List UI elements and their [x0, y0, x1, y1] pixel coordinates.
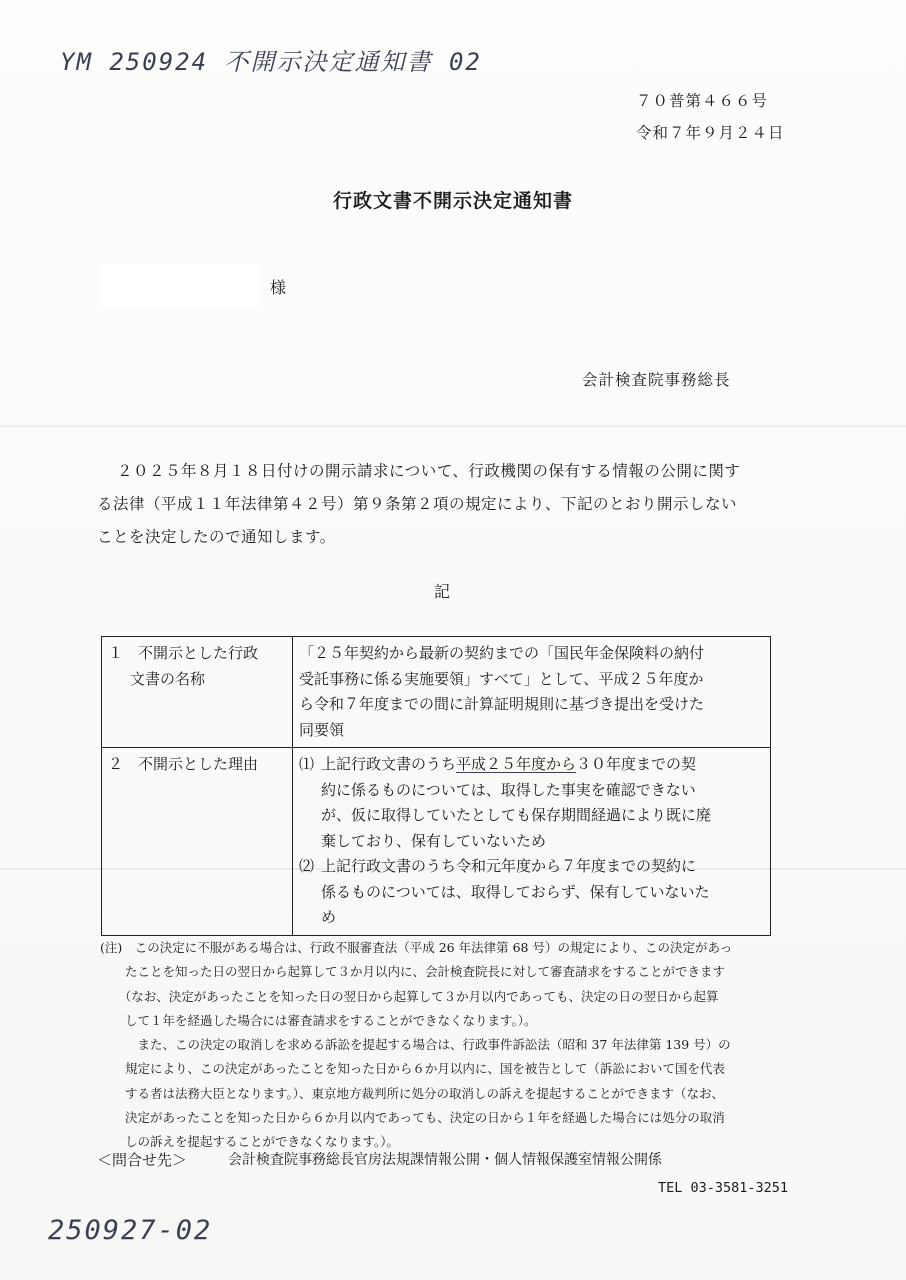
- note-line: (注) この決定に不服がある場合は、行政不服審査法（平成 26 年法律第 68 号）の規定により、この決定があっ: [100, 940, 733, 955]
- row1-content-line: ら令和７年度までの間に計算証明規則に基づき提出を受けた: [299, 695, 705, 713]
- body-line: ことを決定したので通知します。: [97, 528, 336, 546]
- note-line: 規定により、この決定があったことを知った日から６か月以内に、国を被告として（訴訟において国を代表: [100, 1061, 725, 1077]
- body-line: る法律（平成１１年法律第４２号）第９条第２項の規定により、下記のとおり開示しない: [97, 495, 738, 513]
- handwritten-top-note: YM 250924 不開示決定通知書 02: [60, 48, 482, 76]
- reason-item-2: [299, 854, 764, 931]
- note-line: しの訴えを提起することができなくなります。）。: [100, 1134, 400, 1150]
- table-row: [102, 748, 771, 936]
- row1-label-line: 文書の名称: [130, 669, 206, 688]
- row2-label-cell: [102, 748, 293, 936]
- row2-content-cell: [293, 748, 771, 936]
- reason-item-1: [299, 752, 764, 854]
- row1-content-cell: [293, 637, 771, 748]
- reason-text: め: [321, 908, 337, 926]
- reason-text: 棄しており、保有していないため: [321, 831, 547, 850]
- reason-item-number: ⑵: [299, 857, 315, 875]
- contact-label: ＜問合せ先＞: [97, 1151, 188, 1169]
- note-line: たことを知った日の翌日から起算して３か月以内に、会計検査院長に対して審査請求をすることができます: [100, 964, 726, 980]
- record-table: [101, 636, 771, 936]
- row1-label-line: １ 不開示とした行政: [108, 644, 259, 662]
- body-paragraph: [97, 455, 787, 554]
- document-number: ７０普第４６６号: [636, 92, 769, 110]
- addressee-honorific: 様: [270, 278, 287, 297]
- underlined-text: 平成２５年度から: [456, 755, 577, 773]
- notes-section: [100, 936, 800, 1155]
- reason-text: 約に係るものについては、取得した事実を確認できない: [321, 780, 696, 799]
- ki-heading: 記: [434, 582, 451, 601]
- contact-office: 会計検査院事務総長官房法規課情報公開・個人情報保護室情報公開係: [228, 1152, 662, 1168]
- redacted-addressee: [102, 263, 260, 309]
- row2-label: ２ 不開示とした理由: [108, 755, 259, 773]
- page-title: 行政文書不開示決定通知書: [332, 190, 573, 212]
- note-line: して１年を経過した場合には審査請求をすることができなくなります。）。: [100, 1012, 537, 1028]
- row1-label-cell: [102, 637, 293, 748]
- note-line: 決定があったことを知った日から６か月以内であっても、決定の日から１年を経過した場合には処分の取消: [100, 1110, 725, 1126]
- row1-content-line: 受託事務に係る実施要領」すべて」として、平成２５年度か: [299, 669, 704, 688]
- reason-text: が、仮に取得していたとしても保存期間経過により既に廃: [321, 806, 712, 824]
- note-line: （なお、決定があったことを知った日の翌日から起算して３か月以内であっても、決定の日の翌日から起算: [100, 988, 719, 1004]
- fold-line: [0, 425, 906, 427]
- contact-tel: TEL 03-3581-3251: [658, 1180, 789, 1196]
- sender-name: 会計検査院事務総長: [582, 371, 731, 389]
- table-row: [102, 637, 771, 748]
- document-date: 令和７年９月２４日: [636, 124, 785, 142]
- note-line: する者は法務大臣となります。）、東京地方裁判所に処分の取消しの訴えを提起することができます（なお、: [100, 1085, 725, 1101]
- reason-text: 上記行政文書のうち: [321, 755, 457, 773]
- reason-text: 係るものについては、取得しておらず、保有していないた: [321, 882, 710, 901]
- row1-content-line: 同要領: [299, 720, 345, 739]
- reason-text: 上記行政文書のうち令和元年度から７年度までの契約に: [321, 857, 697, 875]
- reason-item-number: ⑴: [299, 755, 315, 773]
- row1-content-line: 「２５年契約から最新の契約までの「国民年金保険料の納付: [299, 644, 705, 662]
- note-line: また、この決定の取消しを求める訴訟を提起する場合は、行政事件訴訟法（昭和 37 年法律第 139 号）の: [100, 1037, 731, 1053]
- handwritten-bottom-note: 250927-02: [48, 1215, 213, 1246]
- reason-text: ３０年度までの契: [576, 755, 697, 773]
- body-line: ２０２５年８月１８日付けの開示請求について、行政機関の保有する情報の公開に関す: [117, 462, 741, 480]
